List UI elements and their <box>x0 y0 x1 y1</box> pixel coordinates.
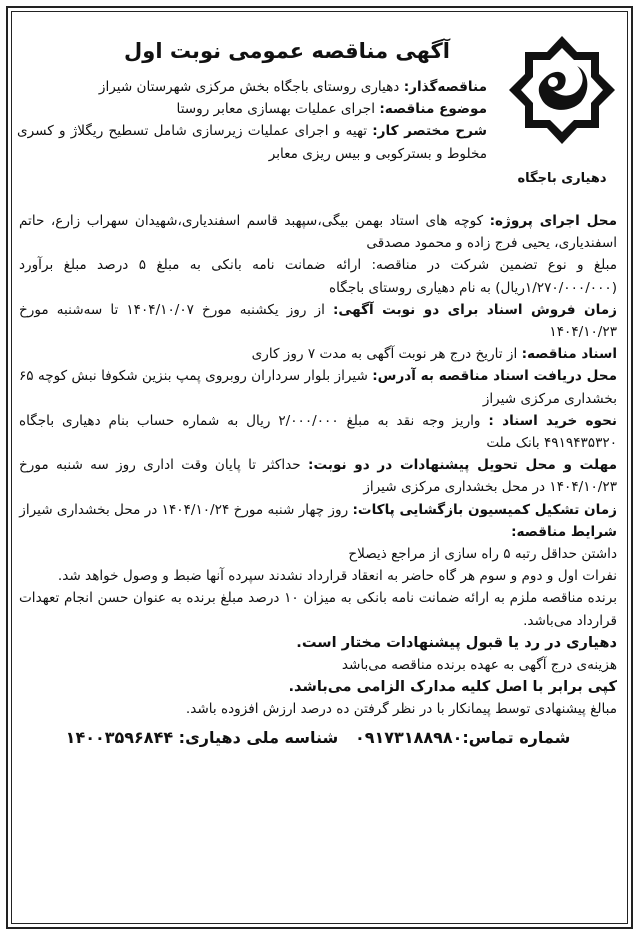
main-block <box>19 210 617 749</box>
sale-time-value: از روز یکشنبه مورخ ۱۴۰۴/۱۰/۰۷ تا سه‌شنبه مورخ ۱۴۰۴/۱۰/۲۳ <box>19 301 617 341</box>
notice-title: آگهی مناقصه عمومی نوبت اول <box>124 39 450 63</box>
tender-notice <box>14 10 627 927</box>
tenderer-line <box>17 76 487 98</box>
opening-value: روز چهار شنبه مورخ ۱۴۰۴/۱۰/۲۴ در محل بخشداری شیراز <box>19 501 349 518</box>
location-label: محل اجرای پروژه: <box>489 213 618 229</box>
opening-label: زمان تشکیل کمیسیون بازگشایی پاکات: <box>352 501 617 518</box>
contact-line <box>19 727 617 749</box>
deadline-line <box>19 454 617 498</box>
subject-line <box>17 98 487 120</box>
docs-value: از تاریخ درج هر نوبت آگهی به مدت ۷ روز کاری <box>251 346 518 363</box>
condition-1: داشتن حداقل رتبه ۵ راه سازی از مراجع ذیصلاح <box>348 546 617 563</box>
conditions-heading <box>19 521 617 543</box>
condition-5: هزینه‌ی درج آگهی به عهده برنده مناقصه می‌باشد <box>341 657 617 674</box>
receive-label: محل دریافت اسناد مناقصه به آدرس: <box>372 368 617 385</box>
condition-4: دهیاری در رد یا قبول پیشنهادات مختار است. <box>296 633 617 651</box>
deadline-value: حداکثر تا پایان وقت اداری روز سه شنبه مورخ ۱۴۰۴/۱۰/۲۳ در محل بخشداری مرکزی شیراز <box>19 457 617 496</box>
subject-label: موضوع مناقصه: <box>379 101 487 118</box>
receive-value: شیراز بلوار سرداران روبروی پمپ بنزین شکوفا نبش کوچه ۶۵ بخشداری مرکزی شیراز <box>19 368 617 407</box>
national-id-value: ۱۴۰۰۳۵۹۶۸۴۴ <box>65 727 174 747</box>
brief-line <box>17 120 487 164</box>
national-id-label: شناسه ملی دهیاری: <box>178 727 339 747</box>
tenderer-value: دهیاری روستای باجگاه بخش مرکزی شهرستان شیراز <box>98 79 400 95</box>
header-block <box>17 76 487 165</box>
sale-time-label: زمان فروش اسناد برای دو نوبت آگهی: <box>332 301 617 318</box>
condition-7: مبالغ پیشنهادی توسط پیمانکار با در نظر گرفتن ده درصد ارزش افزوده باشد. <box>185 701 617 718</box>
sale-time-line <box>19 299 617 343</box>
purchase-line <box>19 410 617 454</box>
tenderer-label: مناقصه‌گذار: <box>403 79 487 95</box>
dehyari-logo-icon <box>503 32 621 182</box>
purchase-label: نحوه خرید اسناد : <box>488 412 618 429</box>
location-line <box>19 210 617 254</box>
contact-label: شماره تماس: <box>462 727 571 747</box>
location-value: کوچه های استاد بهمن بیگی،سپهبد قاسم اسفندیاری،شهیدان سهراب زارع، حاتم اسفندیاری، یحیی فرج زاده و محمود مصدقی <box>19 213 617 252</box>
brief-label: شرح مختصر کار: <box>372 123 487 140</box>
purchase-value: واریز وجه نقد به مبلغ ۲/۰۰۰/۰۰۰ ریال به شماره حساب بنام دهیاری باجگاه ۴۹۱۹۴۳۵۳۲۰ بانک ملت <box>19 412 617 452</box>
guarantee-line: مبلغ و نوع تضمین شرکت در مناقصه: ارائه ضمانت نامه بانکی به مبلغ ۵ درصد مبلغ برآورد (۱/۲۷۰/۰۰۰/۰۰۰ریال) به نام دهیاری روستای باجگاه <box>19 257 617 296</box>
condition-6: کپی برابر با اصل کلیه مدارک الزامی می‌باشد. <box>288 678 617 696</box>
conditions-label: شرایط مناقصه: <box>511 523 617 540</box>
opening-line <box>19 499 617 521</box>
docs-label: اسناد مناقصه: <box>521 346 617 363</box>
receive-line <box>19 365 617 409</box>
condition-2: نفرات اول و دوم و سوم هر گاه حاضر به انعقاد قرارداد نشدند سپرده آنها ضبط و وصول خواهد شد. <box>57 568 617 585</box>
deadline-label: مهلت و محل تحویل پیشنهادات در دو نوبت: <box>308 457 617 474</box>
brief-value: تهیه و اجرای عملیات زیرسازی شامل تسطیح ریگلاژ و کسری مخلوط و بسترکوبی و بیس ریزی معابر <box>17 123 487 162</box>
logo-label: دهیاری باجگاه <box>517 171 607 186</box>
contact-number: ۰۹۱۷۳۱۸۸۹۸۰ <box>354 727 463 747</box>
docs-line <box>19 343 617 365</box>
condition-3: برنده مناقصه ملزم به ارائه ضمانت نامه بانکی به میزان ۱۰ درصد مبلغ برنده به عنوان حسن انجام تعهدات قرارداد می‌باشد. <box>19 590 618 629</box>
subject-value: اجرای عملیات بهسازی معابر روستا <box>176 101 375 118</box>
